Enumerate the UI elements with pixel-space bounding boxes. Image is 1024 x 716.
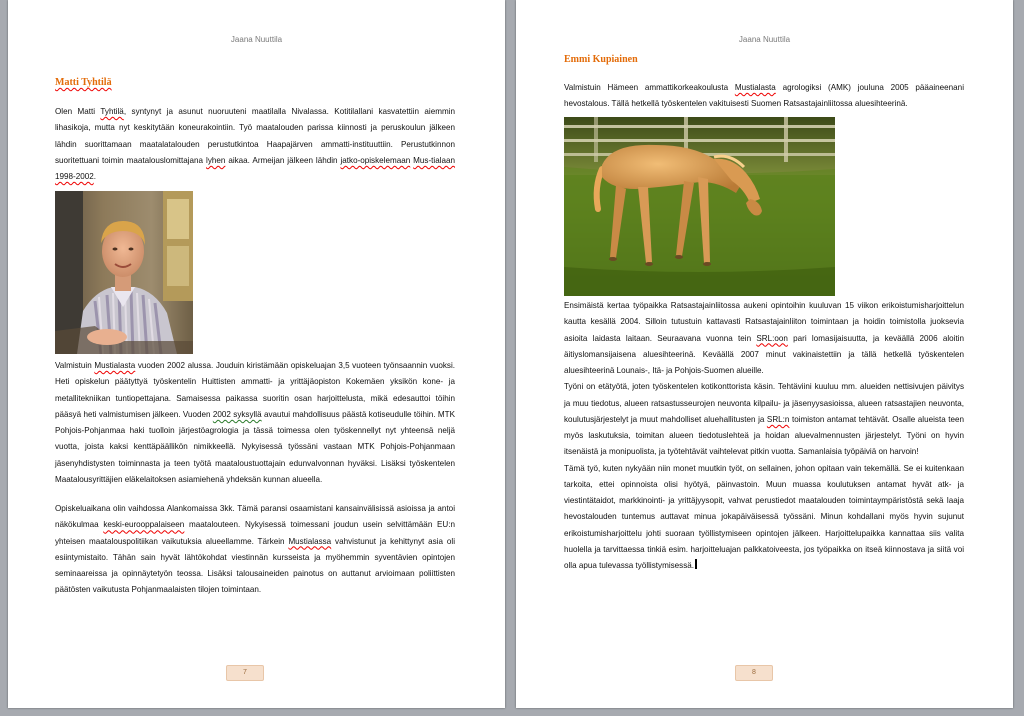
spellcheck-flagged-word: Mustialasta (734, 83, 776, 92)
bio-paragraph-advice (564, 461, 964, 575)
portrait-image (55, 191, 193, 354)
text-run: vuoden 2002 alussa. Jouduin kiristämään opiskeluajan 3,5 vuoteen työnsaannin vuoksi. Heti opiskelun päätyttyä työskentelin Huittisten ammatti- ja yrittäjäopiston Kokemäen yksikön kone- ja metallitekniikan tuntiopettajana. Samaisessa paikassa suoritin osan harjoittelusta, mikä edesauttoi töihin pääsyä heti valmistumisen jälkeen. Vuoden (55, 361, 455, 419)
text-cursor (695, 559, 697, 569)
bio-intro-text (55, 104, 455, 185)
spellcheck-flagged-word: SRL:oon (756, 333, 788, 343)
bio-paragraph-studies (55, 501, 455, 599)
text-run: maatalouteen. Nykyisessä toimessani joudun usein selvittämään EU:n yhteisen maatalouspolitiikan vaikutuksia alueellamme. Tärkein (55, 520, 455, 546)
foal-photo (564, 117, 835, 296)
text-run: Työni on etätyötä, joten työskentelen kotikonttorista käsin. Tehtäviini kuuluu mm. alueiden nettisivujen päivitys ja muu tiedotus, alueen ratsastusseurojen neuvonta kilpailu- ja jäsenyysasioissa, alueen ratsastajien neuvonta, koulutusjärjestelyt ja muut mahdolliset aluehallitusten ja (564, 382, 964, 424)
page-header: Jaana Nuuttila (738, 35, 791, 44)
spellcheck-flagged-word: lyhen (206, 155, 226, 165)
text-run: agrologiksi (AMK) jouluna 2005 pääaineenani hevostalous. Tällä hetkellä työskentelen vakituisesti Suomen Ratsastajainliitossa aluesihteerinä. (564, 83, 964, 109)
text-run: , syntynyt ja asunut nuoruuteni maatilalla Nivalassa. Kotitilallani kasvatettiin aiemmin lihasikoja, mutta nyt keskitytään koneurakointiin. Työ maatalouden parissa kiinnosti ja peruskoulun jälkeen lähdin suorittamaan maatalatalouden perustutkintoa Haapajärven ammatti-instituuttiin. Perustutkinnon suoritettuani toimin maatalouslomittajana (55, 107, 455, 165)
spellcheck-flagged-word: jatko-opiskelemaan (340, 155, 411, 165)
text-run: Valmistuin Hämeen ammattikorkeakoulusta (564, 83, 735, 92)
text-run: pari lomasijaisuutta, ja keväällä 2006 aloitin äitiyslomansijaisena aluesihteerinä. Keväällä 2007 minut vakinaistettiin ja tällä hetkellä työskentelen aluesihteerinä Lounais-, Itä- ja Pohjois-Suomen alueille. (564, 333, 964, 375)
spellcheck-flagged-word: Mustialassa (288, 536, 332, 546)
bio-paragraph-tasks (564, 379, 964, 460)
foal-image (564, 117, 835, 296)
text-run: Valmistuin (55, 361, 95, 370)
spellcheck-flagged-word: Mustialasta (94, 361, 136, 370)
person-name-heading (564, 54, 638, 65)
text-run: Olen Matti (55, 107, 101, 116)
page-number-badge: 8 (735, 665, 773, 681)
document-page-left (8, 0, 505, 708)
bio-body[interactable] (564, 298, 964, 574)
person-name: Matti Tyhtilä (55, 77, 112, 88)
bio-paragraph-advice-text (564, 464, 964, 571)
bio-intro[interactable] (564, 80, 964, 113)
person-name: Emmi Kupiainen (564, 54, 638, 65)
text-run: aikaa. Armeijan jälkeen lähdin (225, 155, 341, 165)
bio-intro-text (564, 80, 964, 113)
text-run: Opiskeluaikana olin vaihdossa Alankomaissa 3kk. Tämä paransi osaamistani kansainvälisissä asioissa ja antoi näkökulmaa (55, 504, 455, 530)
text-run: vahvistunut ja kehittynyt asia oli esiintymistaito. Tähän sain hyvät lähtökohdat viestinnän kursseista ja myöhemmin syventävien opintojen seminaareissa ja opinnäytetyön teossa. Lisäksi talousaineiden painotus on auttanut arvioimaan poliittisten päätösten vaikutusta Pohjanmaalaisten tilojen toimintaan. (55, 536, 455, 595)
text-run: avautui mahdollisuus päästä kotiseudulle töihin. MTK Pohjois-Pohjanmaa haki tuolloin järjestöagrologia ja tässä toimessa olen työskennellyt nyt yhteensä neljä vuotta, joista kaksi kenttäpäällikön nimikkeellä. Nykyisessä työssäni vastaan MTK Pohjois-Pohjanmaan jäsenyhdistysten toiminnasta ja teen työtä maataloustuottajain edunvalvonnan hyväksi. Lisäksi työskentelen Maatalousyrittäjien eläkelaitoksen asiamiehenä yhdeksän kunnan alueella. (55, 409, 456, 484)
page-number-badge: 7 (226, 665, 264, 681)
page-header: Jaana Nuuttila (230, 35, 283, 44)
spellcheck-flagged-word: SRL:n (766, 414, 790, 424)
bio-paragraph-career (564, 298, 964, 379)
spellcheck-flagged-word: Tyhtilä (100, 107, 124, 116)
text-run: toimiston antamat tehtävät. Osalle alueista teen myös laskutuksia, toimitan alueen tiedotuslehteä ja hoidan aluevalmennusten järjestelyt. Työni on hyvin itsenäistä ja monipuolista, ja työtehtävät vaihtelevat pitkin vuotta. Samanlaisia työpäiviä on harvoin! (564, 414, 964, 457)
bio-paragraph-career (55, 358, 455, 488)
text-run: Ensimäistä kertaa työpaikka Ratsastajainliitossa aukeni opintoihin kuuluvan 15 viikon erikoistumisharjoittelun kautta kesällä 2004. Silloin tutustuin kattavasti Ratsastajainliiton toimintaan ja hoidin toimistolla juoksevia asioita laidasta laitaan. Seuraavana vuonna tein (564, 301, 964, 343)
text-run: Tämä työ, kuten nykyään niin monet muutkin työt, on sellainen, johon opitaan vain tekemällä. Se ei kuitenkaan tarkoita, ettei opinnoista olisi hyötyä, päinvastoin. Muun muassa koulutuksen antamat hyvät atk- ja viestintätaidot, markkinointi- ja yrittäjyysopit, vahvat perustiedot maatalouden toimintaympäristöstä sekä laaja hevostalouden tuntemus auttavat minua jokapäiväisessä työssäni. Minun kohdallani myös hyvin sujunut erikoistumisharjoittelu johti suoraan työllistymiseen opintojen jälkeen. Harjoittelupaikka kannattaa siis valita huolella ja tarvittaessa tinkiä esim. harjoitteluajan palkkatoiveesta, jos työpaikka on itseä kiinnostava ja siitä voi olla apua tulevassa työllistymisessä. (564, 463, 964, 570)
bio-body[interactable] (55, 358, 455, 599)
grammar-flagged-phrase: 2002 syksyllä (212, 409, 262, 419)
spellcheck-flagged-word: keski-eurooppalaiseen (103, 520, 185, 530)
text-run: . (93, 172, 96, 181)
person-photo-matti (55, 191, 193, 354)
bio-intro[interactable] (55, 104, 455, 185)
spellcheck-flagged-word: Mus-tialaan 1998-2002 (55, 155, 455, 181)
person-name-heading (55, 77, 112, 88)
document-page-right (516, 0, 1013, 708)
